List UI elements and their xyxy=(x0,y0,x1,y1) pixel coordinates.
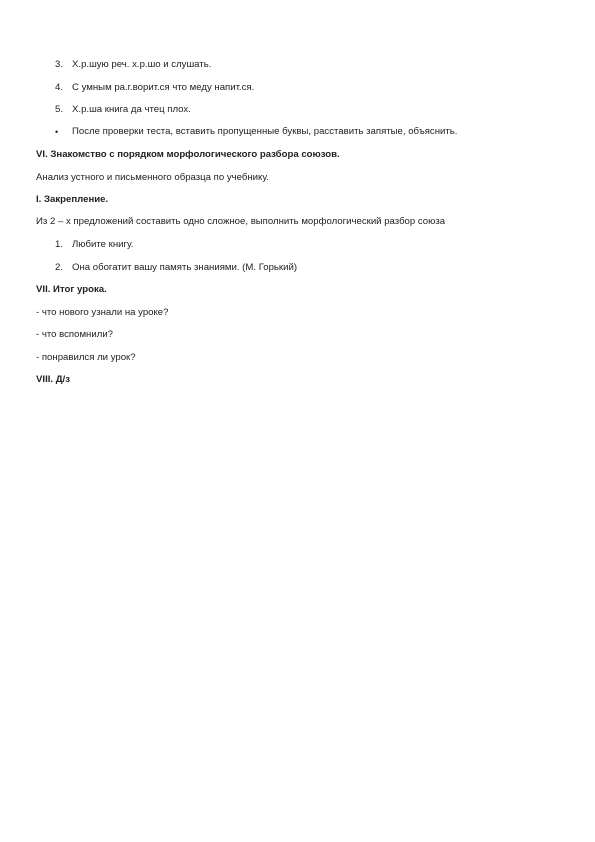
section-heading: VII. Итог урока. xyxy=(36,284,107,295)
section-heading: VI. Знакомство с порядком морфологического разбора союзов. xyxy=(36,149,340,160)
list-item-text: Х.р.шую реч. х.р.шо и слушать. xyxy=(72,59,212,70)
bullet-marker: • xyxy=(55,127,59,137)
list-item-text: После проверки теста, вставить пропущенные буквы, расставить запятые, объяснить. xyxy=(72,126,458,137)
list-item-text: С умным ра.г.ворит.ся что меду напит.ся. xyxy=(72,82,255,93)
section-heading: VIII. Д/з xyxy=(36,374,70,385)
paragraph: - что вспомнили? xyxy=(36,329,114,340)
list-item-marker: 2. xyxy=(54,262,63,273)
paragraph: - понравился ли урок? xyxy=(36,352,136,363)
section-heading: I. Закрепление. xyxy=(36,194,109,205)
list-item-marker: 3. xyxy=(54,59,63,70)
list-item-marker: 1. xyxy=(54,239,63,250)
paragraph: Анализ устного и письменного образца по учебнику. xyxy=(36,172,269,183)
list-item-text: Х.р.ша книга да чтец плох. xyxy=(72,104,191,115)
paragraph: - что нового узнали на уроке? xyxy=(36,307,169,318)
list-item-text: Любите книгу. xyxy=(72,239,134,250)
list-item-text: Она обогатит вашу память знаниями. (М. Горький) xyxy=(72,262,298,273)
list-item-marker: 4. xyxy=(54,82,63,93)
list-item-marker: 5. xyxy=(54,104,63,115)
paragraph: Из 2 – х предложений составить одно сложное, выполнить морфологический разбор союза xyxy=(36,216,446,227)
